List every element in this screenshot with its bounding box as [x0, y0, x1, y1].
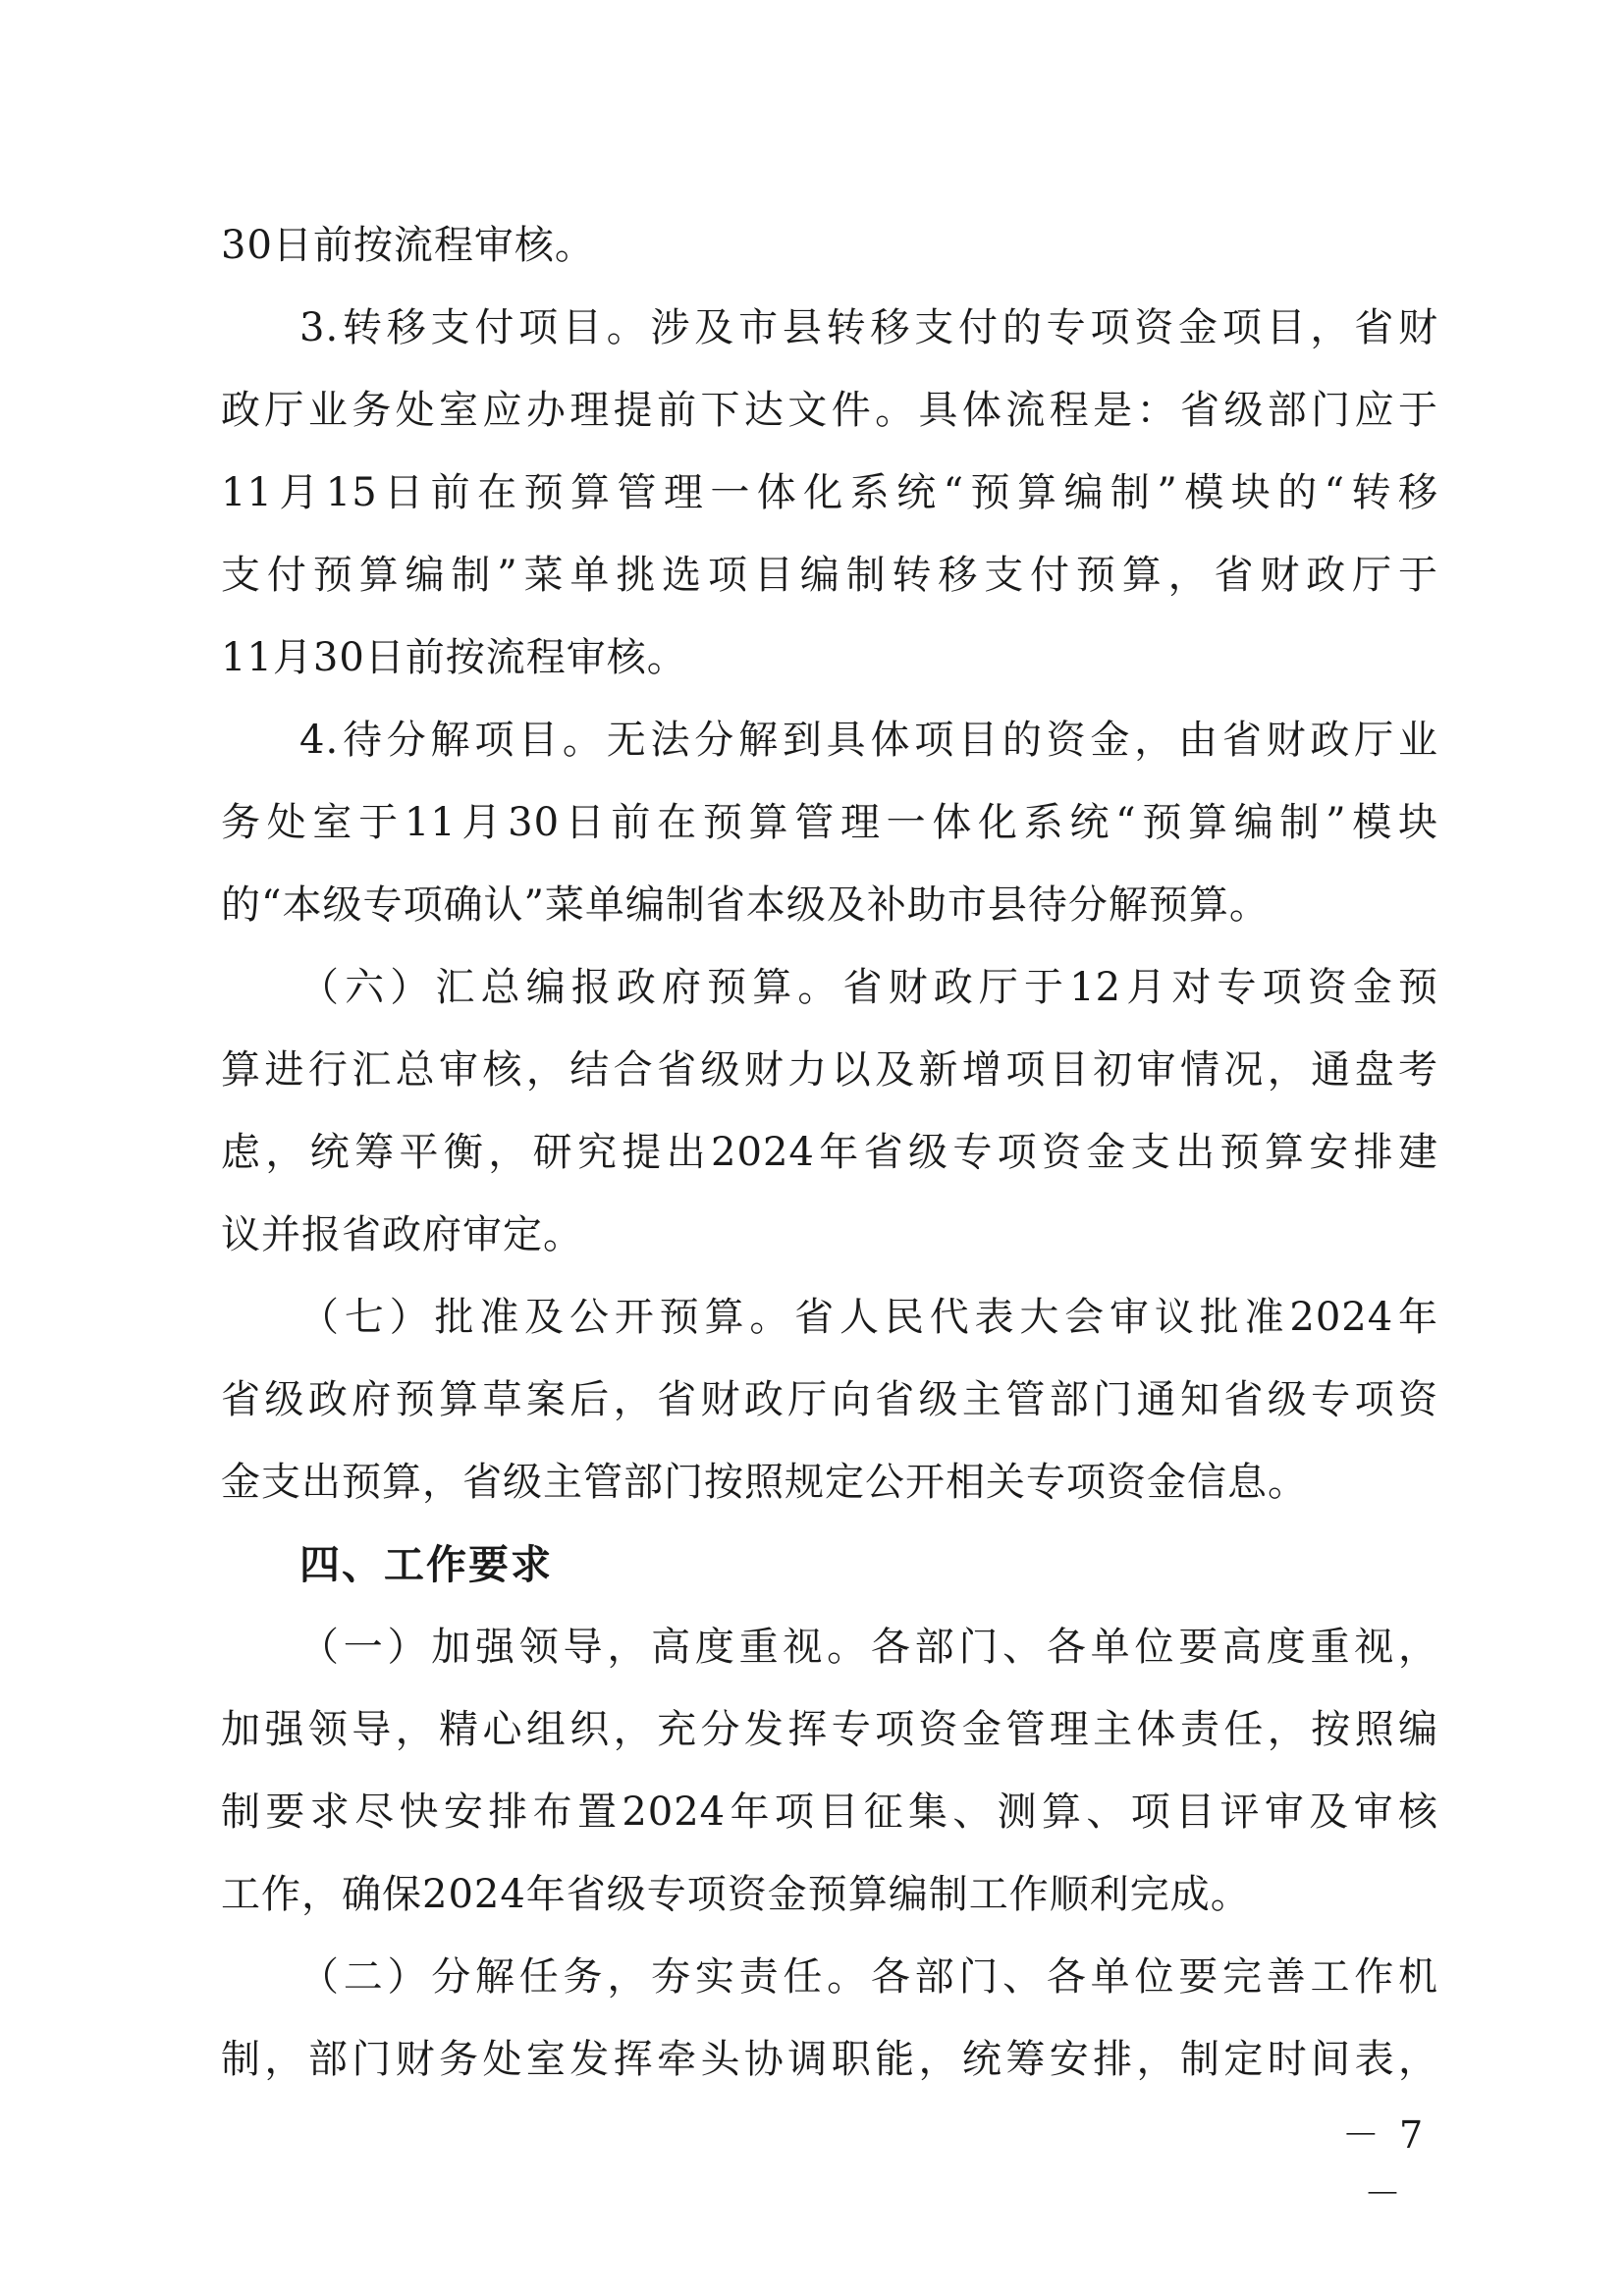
text-line: （二）分解任务，夯实责任。各部门、各单位要完善工作机	[299, 1954, 1438, 2000]
section-heading: 四、工作要求	[299, 1541, 553, 1588]
text-line: 11月30日前按流程审核。	[221, 635, 687, 680]
text-line: 工作，确保2024年省级专项资金预算编制工作顺利完成。	[221, 1872, 1251, 1917]
text-line: 支付预算编制”菜单挑选项目编制转移支付预算，省财政厅于	[221, 553, 1438, 598]
text-line: 务处室于11月30日前在预算管理一体化系统“预算编制”模块	[221, 800, 1438, 845]
text-line: 的“本级专项确认”菜单编制省本级及补助市县待分解预算。	[221, 882, 1270, 928]
text-line: 11月15日前在预算管理一体化系统“预算编制”模块的“转移	[221, 470, 1438, 515]
text-line: 金支出预算，省级主管部门按照规定公开相关专项资金信息。	[221, 1460, 1308, 1505]
text-line: 议并报省政府审定。	[221, 1212, 583, 1257]
text-line: 算进行汇总审核，结合省级财力以及新增项目初审情况，通盘考	[221, 1047, 1438, 1093]
text-line: 虑，统筹平衡，研究提出2024年省级专项资金支出预算安排建	[221, 1130, 1438, 1175]
text-line: 4.待分解项目。无法分解到具体项目的资金，由省财政厅业	[299, 718, 1438, 763]
text-line: 30日前按流程审核。	[221, 223, 595, 268]
text-line: 省级政府预算草案后，省财政厅向省级主管部门通知省级专项资	[221, 1377, 1438, 1422]
text-line: （一）加强领导，高度重视。各部门、各单位要高度重视，	[299, 1625, 1438, 1670]
text-line: 制要求尽快安排布置2024年项目征集、测算、项目评审及审核	[221, 1789, 1438, 1835]
page-number: － 7 －	[1341, 2113, 1428, 2216]
text-line: 加强领导，精心组织，充分发挥专项资金管理主体责任，按照编	[221, 1707, 1438, 1752]
text-line: 3.转移支付项目。涉及市县转移支付的专项资金项目，省财	[299, 305, 1438, 350]
text-line: 政厅业务处室应办理提前下达文件。具体流程是：省级部门应于	[221, 388, 1438, 433]
text-line: （六）汇总编报政府预算。省财政厅于12月对专项资金预	[299, 965, 1438, 1010]
text-line: 制，部门财务处室发挥牵头协调职能，统筹安排，制定时间表，	[221, 2037, 1438, 2082]
text-line: （七）批准及公开预算。省人民代表大会审议批准2024年	[299, 1295, 1438, 1340]
